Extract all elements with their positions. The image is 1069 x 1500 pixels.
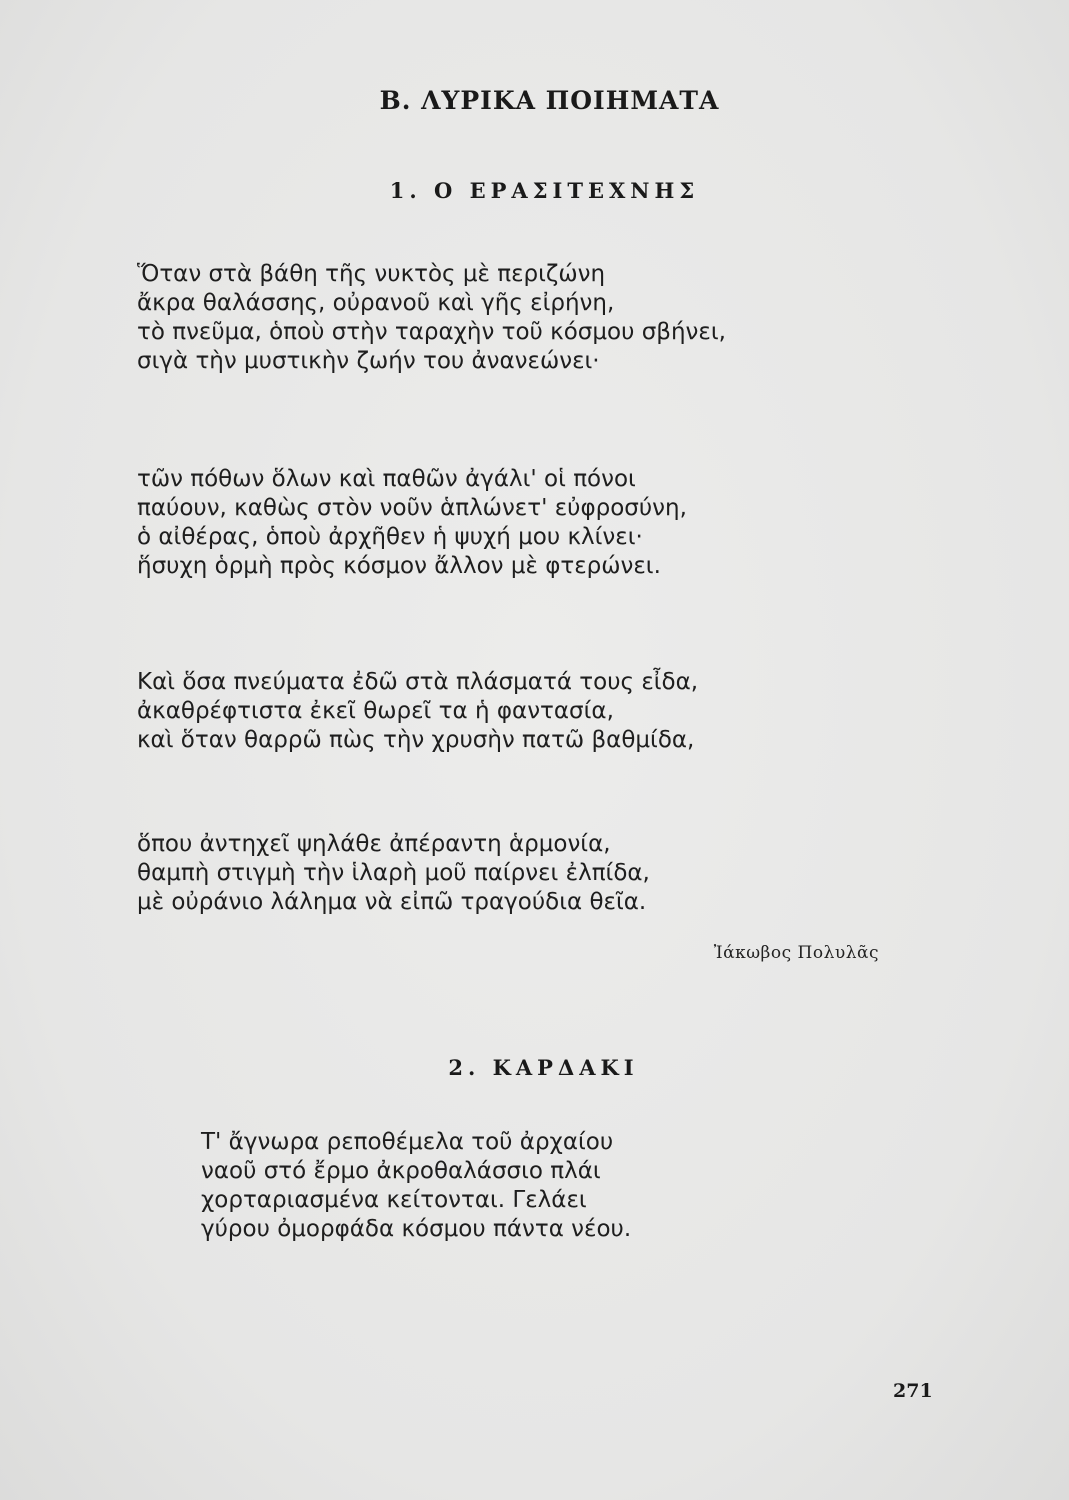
verse-line: τῶν πόθων ὅλων καὶ παθῶν ἀγάλι' οἱ πόνοι (137, 466, 636, 492)
poem-1-stanza-2 (137, 465, 687, 581)
verse-line: καὶ ὅταν θαρρῶ πὼς τὴν χρυσὴν πατῶ βαθμίδα, (137, 727, 695, 753)
verse-line: σιγὰ τὴν μυστικὴν ζωήν του ἀνανεώνει· (137, 348, 600, 374)
poem-1-stanza-4 (137, 830, 650, 917)
verse-line: παύουν, καθὼς στὸν νοῦν ἁπλώνετ' εὐφροσύνη, (137, 495, 687, 521)
verse-line: θαμπὴ στιγμὴ τὴν ἱλαρὴ μοῦ παίρνει ἐλπίδα, (137, 860, 650, 886)
verse-line: ἥσυχη ὁρμὴ πρὸς κόσμον ἄλλον μὲ φτερώνει. (137, 553, 661, 579)
poem-title-2: 2. ΚΑΡΔΑΚΙ (448, 1055, 639, 1080)
verse-line: χορταριασμένα κείτονται. Γελάει (201, 1187, 587, 1213)
verse-line: ἄκρα θαλάσσης, οὐρανοῦ καὶ γῆς εἰρήνη, (137, 290, 615, 316)
verse-line: Ὅταν στὰ βάθη τῆς νυκτὸς μὲ περιζώνη (137, 261, 606, 287)
page-number: 271 (893, 1380, 933, 1402)
poem-author: Ἰάκωβος Πολυλᾶς (713, 943, 879, 963)
verse-line: ἀκαθρέφτιστα ἐκεῖ θωρεῖ τα ἡ φαντασία, (137, 698, 614, 724)
verse-line: τὸ πνεῦμα, ὁποὺ στὴν ταραχὴν τοῦ κόσμου σβήνει, (137, 319, 726, 345)
verse-line: ναοῦ στό ἔρμο ἀκροθαλάσσιο πλάι (201, 1158, 601, 1184)
verse-line: γύρου ὀμορφάδα κόσμου πάντα νέου. (201, 1216, 632, 1242)
verse-line: ὅπου ἀντηχεῖ ψηλάθε ἀπέραντη ἁρμονία, (137, 831, 611, 857)
poem-2-stanza-1 (201, 1128, 631, 1244)
verse-line: Τ' ἄγνωρα ρεποθέμελα τοῦ ἀρχαίου (201, 1129, 614, 1155)
verse-line: ὁ αἰθέρας, ὁποὺ ἀρχῆθεν ἡ ψυχή μου κλίνει· (137, 524, 643, 550)
verse-line: μὲ οὐράνιο λάλημα νὰ εἰπῶ τραγούδια θεῖα. (137, 889, 647, 915)
verse-line: Καὶ ὅσα πνεύματα ἐδῶ στὰ πλάσματά τους εἶδα, (137, 669, 699, 695)
poem-title-1: 1. Ο ΕΡΑΣΙΤΕΧΝΗΣ (389, 178, 700, 203)
poem-1-stanza-3 (137, 668, 698, 755)
poem-1-stanza-1 (137, 260, 726, 376)
section-title: Β. ΛΥΡΙΚΑ ΠΟΙΗΜΑΤΑ (379, 86, 720, 115)
